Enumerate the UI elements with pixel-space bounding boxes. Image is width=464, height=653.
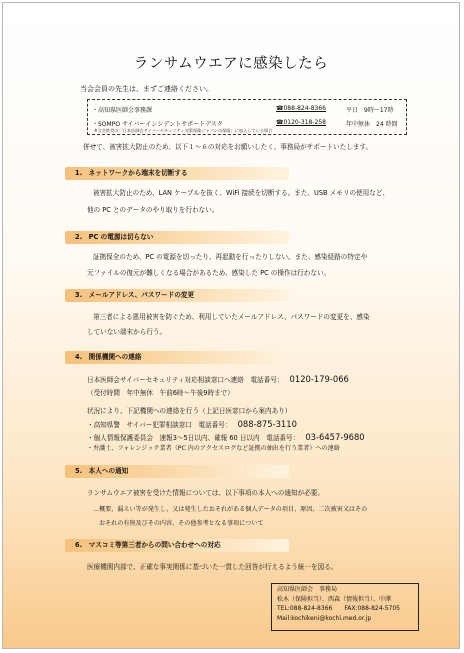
section-heading-6: 6. マスコミ等第三者からの問い合わせへの対応: [65, 539, 289, 552]
contact-phone: ☎0120-318-258: [276, 119, 326, 126]
section-4-line-3: 状況により、下記機関への連絡を行う（上記日医窓口から案内あり）: [87, 407, 292, 415]
section-heading-2: 2. PC の電源は切らない: [65, 231, 289, 244]
section-4-lawyer: ・弁護士、フォレンジック業者（PC 内のアクセスログなど証拠の抽出を行う業者）への連絡: [87, 445, 340, 452]
section-heading-5: 5. 本人への通知: [65, 465, 289, 478]
page-title: ランサムウエアに感染したら: [133, 56, 329, 72]
section-heading-4: 4. 関係機関への連絡: [65, 351, 289, 364]
section-5-line-2: …概要、漏えい等が発生し、又は発生したおそれがある個人データの項目、原因、二次被害又はその: [93, 506, 368, 513]
contact-hours: 平日 9時～17時: [346, 107, 394, 114]
contact-name: ・高知県医師会事務課: [92, 107, 153, 114]
contact-phone: ☎088-824-8366: [276, 105, 326, 112]
police-text: ・高知県警 サイバー犯罪相談窓口 電話番号：: [87, 421, 232, 429]
contact-box: [87, 99, 407, 135]
jma-desk-text: 日本医師会サイバーセキュリティ対応相談窓口へ連絡 電話番号：: [87, 376, 284, 384]
section-3-line-2: していない端末から行う。: [87, 328, 167, 336]
ppc-text: ・個人情報保護委員会 速報3～5日以内、確報 60 日以内 電話番号：: [87, 434, 300, 442]
section-2-line-1: 証拠保全のため、PC の電源を切ったり、再起動を行ったりしない。また、感染経路の特定や: [93, 253, 368, 261]
footer-staff: 松木（保険担当）、西森（情報担当）、中澤: [277, 595, 392, 603]
footer-org: 高知県医師会 事務局: [277, 586, 338, 593]
section-heading-1: 1. ネットワークから端末を切断する: [65, 167, 289, 180]
section-3-line-1: 第三者による悪用被害を防ぐため、利用していたメールアドレス、パスワードの変更を、感染: [93, 313, 370, 321]
section-5-line-3: おそれの有無及びその内容、その他参考となる事項について: [99, 520, 264, 527]
footer-contact-box: [271, 583, 419, 631]
lead-text: 併せて、被害拡大防止のため、以下１～６の対応をお願いしたく、事務局がサポートいたします。: [83, 143, 373, 151]
section-6-line-1: 医療機関内部で、正確な事実関係に基づいた一貫した回答が行えるよう統一を図る。: [87, 563, 338, 571]
section-1-line-2: 他の PC とのデータのやり取りを行わない。: [87, 206, 219, 214]
police-phone: 088-875-3110: [237, 419, 297, 429]
ppc-phone: 03-6457-9680: [305, 432, 365, 442]
contact-name: ・SOMPO サイバーインシデントサポートデスク: [92, 121, 223, 128]
contacts-note: ※当会推奨の「日本医師会サイバーセキュリティ対策保険ジャパンの保険」に加入している場合: [94, 128, 273, 133]
jma-desk-phone: 0120-179-066: [289, 374, 349, 384]
contact-hours: 年中無休 24 時間: [346, 121, 398, 128]
footer-mail[interactable]: Mail:kochikeni@kochi.med.or.jp: [277, 614, 372, 622]
footer-tel-fax: TEL:088-824-8366 FAX:088-824-5705: [277, 605, 400, 613]
section-4-hours: （受付時間 年中無休 午前6時～午後9時まで）: [87, 389, 234, 397]
flyer-page: [2, 2, 460, 649]
section-1-line-1: 被害拡大防止のため、LAN ケーブルを抜く、WiFi 接続を切断する。また、USB メモリの使用など、: [93, 189, 390, 197]
intro-text: 当会会員の先生は、まずご連絡ください。: [80, 85, 213, 93]
section-heading-3: 3. メールアドレス、パスワードの変更: [65, 289, 289, 302]
section-5-line-1: ランサムウエア被害を受けた情報については、以下事項の本人への通知が必要。: [87, 489, 324, 497]
section-2-line-2: 元ファイルの復元が難しくなる場合があるため、感染した PC の操作は行わない。: [87, 269, 331, 277]
